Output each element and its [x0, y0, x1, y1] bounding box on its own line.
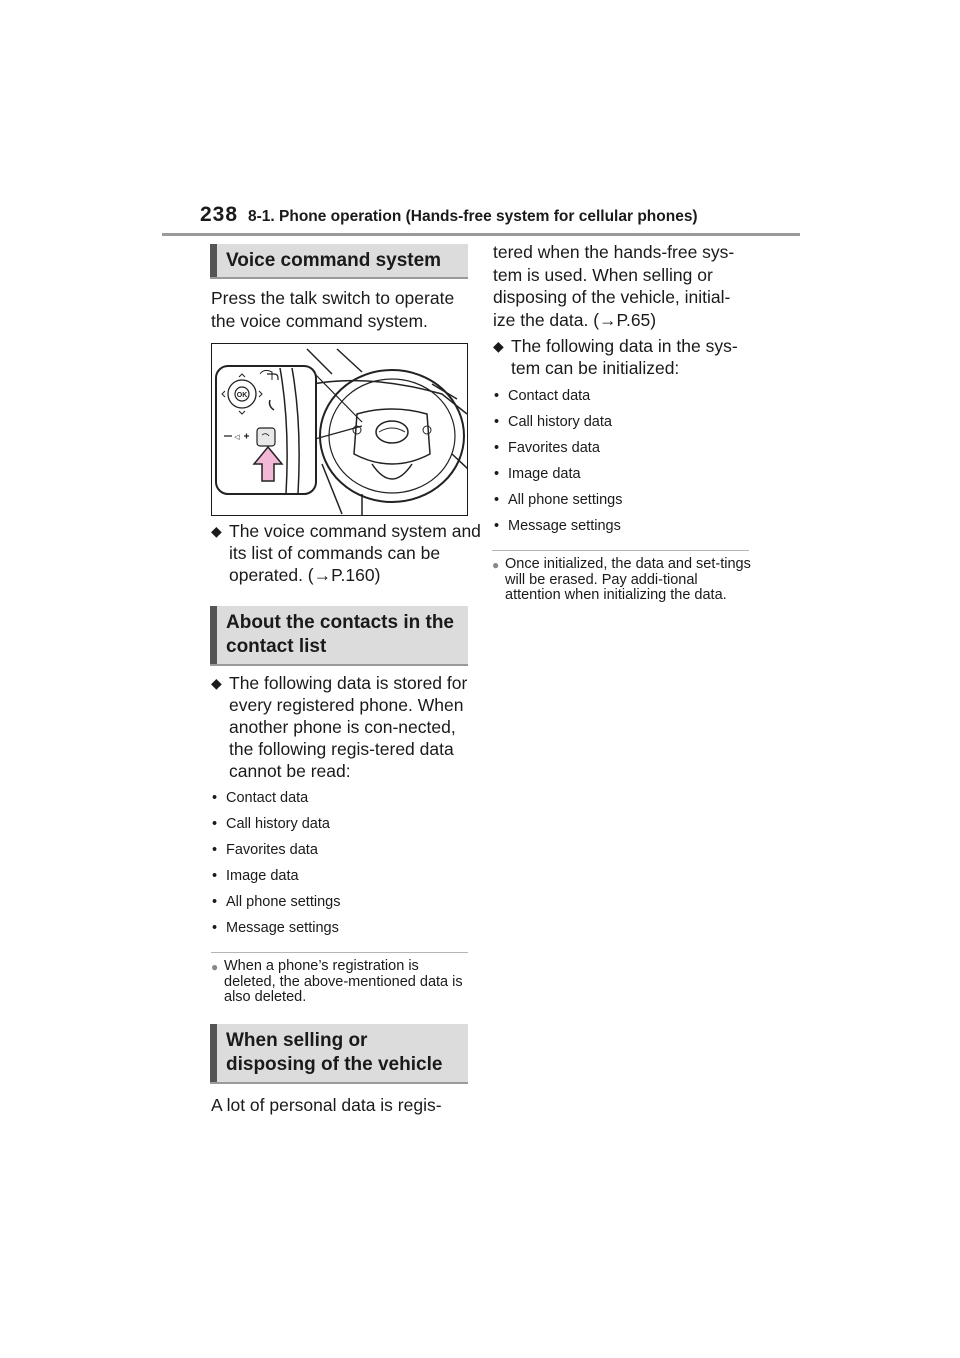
selling-item-text: The following data in the sys-tem can be initialized: [511, 336, 738, 378]
section-heading-text: When selling or disposing of the vehicle [226, 1030, 443, 1075]
list-item: • Image data [494, 465, 744, 491]
list-item: • Message settings [494, 517, 744, 543]
contacts-item-text: The following data is stored for every registered phone. When another phone is con-nected, the following regis-tered data cannot be read: [229, 673, 468, 781]
note-dot-icon: ● [211, 960, 219, 974]
header-rule [162, 233, 800, 236]
section-heading-text: About the contacts in the contact list [226, 612, 454, 657]
selling-intro-col1: A lot of personal data is regis- [211, 1095, 442, 1115]
list-item: • All phone settings [494, 491, 744, 517]
selling-intro-col2: tered when the hands-free sys-tem is used. When selling or disposing of the vehicle, initial-ize the data. (→P.65) [493, 242, 735, 330]
section-heading-voice-command [210, 244, 468, 279]
list-item: • Contact data [494, 387, 744, 413]
steering-wheel-illustration [212, 344, 468, 516]
contacts-data-list [212, 789, 462, 945]
list-item: • Image data [212, 867, 462, 893]
voice-intro-text: Press the talk switch to operate the voice command system. [211, 288, 455, 331]
list-item: • Favorites data [212, 841, 462, 867]
note-divider [492, 550, 749, 551]
list-item: • Message settings [212, 919, 462, 945]
list-item: • Call history data [212, 815, 462, 841]
section-heading-contacts [210, 606, 468, 666]
diamond-icon: ◆ [211, 523, 222, 539]
selling-item [493, 335, 761, 379]
steering-wheel-figure [211, 343, 468, 516]
selling-intro-text-continued [493, 241, 751, 331]
voice-command-item-text: The voice command system and its list of commands can be operated. (→P.160) [229, 521, 481, 585]
section-heading-text: Voice command system [226, 250, 442, 271]
selling-intro-text [211, 1094, 459, 1117]
contacts-item [211, 672, 477, 782]
note-divider [211, 952, 468, 953]
list-item: • Favorites data [494, 439, 744, 465]
svg-text:◁: ◁ [234, 434, 240, 441]
contacts-note-text: When a phone’s registration is deleted, the above-mentioned data is also deleted. [224, 958, 463, 1005]
list-item: • All phone settings [212, 893, 462, 919]
ok-label: OK [236, 392, 248, 399]
initializable-data-list [494, 387, 744, 543]
list-item: • Contact data [212, 789, 462, 815]
note-dot-icon: ● [492, 558, 500, 572]
section-heading-selling [210, 1024, 468, 1084]
diamond-icon: ◆ [211, 675, 222, 691]
page-number: 238 [200, 203, 239, 226]
diamond-icon: ◆ [493, 338, 504, 354]
selling-note [492, 557, 755, 604]
chapter-title: 8-1. Phone operation (Hands-free system for cellular phones) [248, 208, 698, 225]
selling-note-text: Once initialized, the data and set-tings will be erased. Pay addi-tional attention when initializing the data. [505, 556, 751, 603]
list-item: • Call history data [494, 413, 744, 439]
contacts-note [211, 959, 469, 1006]
voice-command-item [211, 520, 487, 586]
